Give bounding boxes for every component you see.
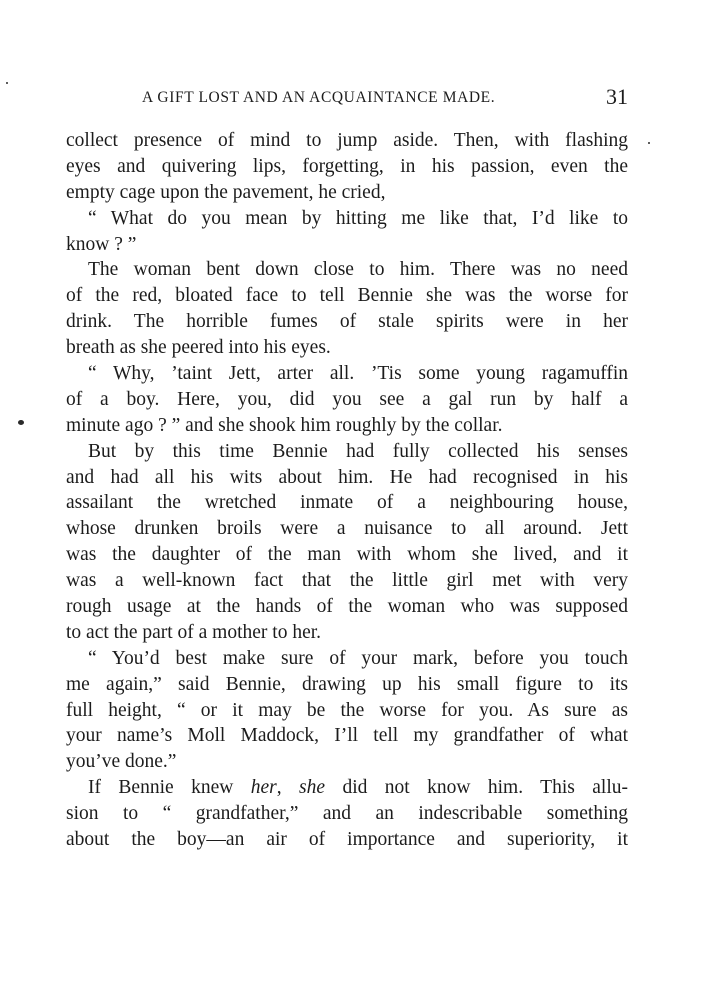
text-line: breath as she peered into his eyes. <box>66 337 331 359</box>
running-head <box>66 86 628 110</box>
text-line: your name’s Moll Maddock, I’ll tell my grandfather of what <box>66 725 628 747</box>
text-line: minute ago ? ” and she shook him roughly by the collar. <box>66 414 503 436</box>
text-line: of the red, bloated face to tell Bennie she was the worse for <box>66 285 628 307</box>
text-run: did not know him. This allu- <box>325 777 628 799</box>
text-line: was a well-known fact that the little girl met with very <box>66 570 628 592</box>
text-line: drink. The horrible fumes of stale spirits were in her <box>66 311 628 333</box>
text-line: and had all his wits about him. He had recognised in his <box>66 466 628 488</box>
text-line: rough usage at the hands of the woman who was supposed <box>66 596 628 618</box>
text-line: “ Why, ’taint Jett, arter all. ’Tis some young ragamuffin <box>88 363 628 385</box>
text-line: empty cage upon the pavement, he cried, <box>66 181 386 203</box>
text-run: , <box>276 777 300 799</box>
ink-speck <box>18 420 24 425</box>
running-title: A GIFT LOST AND AN ACQUAINTANCE MADE. <box>142 89 496 106</box>
text-line: sion to “ grandfather,” and an indescribable something <box>66 803 628 825</box>
text-line: But by this time Bennie had fully collected his senses <box>88 440 628 462</box>
text-line: collect presence of mind to jump aside. Then, with flashing <box>66 130 628 151</box>
text-line: you’ve done.” <box>66 751 177 773</box>
text-line: of a boy. Here, you, did you see a gal run by half a <box>66 388 628 410</box>
text-line: assailant the wretched inmate of a neighbouring house, <box>66 492 628 514</box>
text-line: know ? ” <box>66 233 137 255</box>
text-line: “ What do you mean by hitting me like that, I’d like to <box>88 207 628 229</box>
body-text <box>66 128 628 853</box>
text-line: The woman bent down close to him. There was no need <box>88 259 628 281</box>
italic-word: her <box>250 777 277 799</box>
text-line: eyes and quivering lips, forgetting, in his passion, even the <box>66 155 628 177</box>
text-line-with-italics <box>66 775 628 801</box>
text-line: to act the part of a mother to her. <box>66 621 322 643</box>
ink-speck <box>6 82 8 84</box>
text-line: whose drunken broils were a nuisance to all around. Jett <box>66 518 628 540</box>
ink-speck <box>648 142 650 144</box>
text-line: me again,” said Bennie, drawing up his small figure to its <box>66 673 628 695</box>
text-line: “ You’d best make sure of your mark, before you touch <box>88 647 628 669</box>
page-number: 31 <box>606 84 628 109</box>
text-line: about the boy—an air of importance and superiority, it <box>66 829 628 851</box>
text-run: If Bennie knew <box>88 777 251 799</box>
text-line: was the daughter of the man with whom she lived, and it <box>66 544 628 566</box>
italic-word: she <box>299 777 326 799</box>
text-line: full height, “ or it may be the worse for you. As sure as <box>66 699 628 721</box>
